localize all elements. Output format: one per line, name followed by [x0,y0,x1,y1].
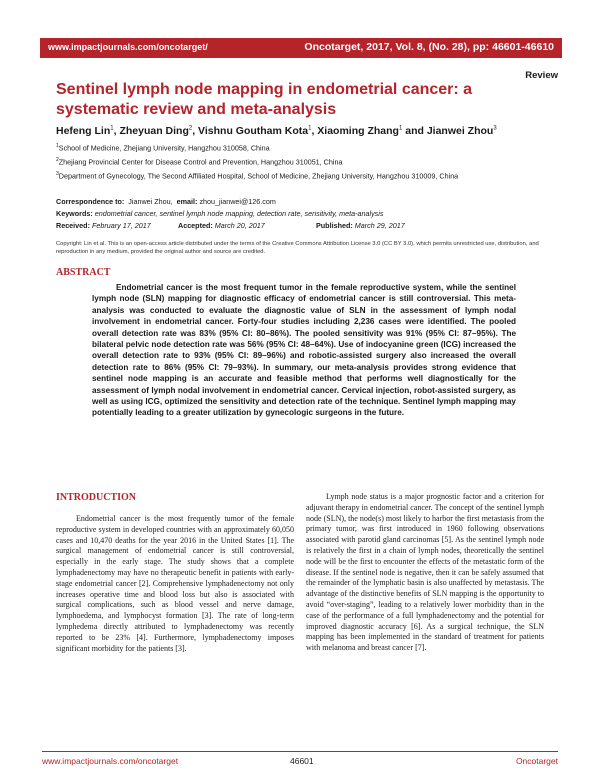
paragraph: Lymph node status is a major prognostic factor and a criterion for adjuvant therapy in endometrial cancer. The concept of the sentinel lymph node (SLN), the node(s) most likely to harbor the first metastasis from the primary tumor, was first introduced in 1960 following observations associated with parotid gland carcinomas [5]. As the sentinel lymph node is relatively the first in a chain of lymph nodes, theoretically the sentinel node will be the first to encounter the effects of the metastatic form of the disease. If the sentinel node is negative, then it can be safely assumed that the remainder of the lymphatic basin is also unaffected by metastasis. The advantage of the distinctive benefits of SLN mapping is the opportunity to avoid “over-staging”, leading to a relatively lower morbidity than in the case of the performance of a full lymphadenectomy and the potential for improved diagnostic accuracy [6]. As a surgical technique, the SLN mapping has been implemented in the standard of treatment for patients with melanoma and breast cancer [7]. [306,492,544,653]
page-number: 46601 [290,756,314,766]
affiliation: $^3$Department of Gynecology, The Second Affiliated Hospital, School of Medicine, Zhejiang University, Hangzhou 310009, China [56,171,459,181]
author: Xiaoming Zhang [317,125,399,137]
paragraph: Endometrial cancer is the most frequently tumor of the female reproductive system in developed countries with an approximately 60,050 cases and 10,470 deaths for the year 2016 in the United States [1]. The surgical management of endometrial cancer is still controversial, especially in the early stage. The study shows that a complete lymphadenectomy may have no therapeutic benefit in patients with early-stage endometrial cancer [2]. Comprehensive lymphadenectomy not only increases operative time and blood loss but also is associated with surgical complications, such as blood vessel and nerve damage, lymphoedema, and lymphocyst formation [3]. The rate of long-term lymphedema directly attributed to lymphadenectomy was recently reported to be 23% [4]. Furthermore, lymphadenectomy imposes significant morbidity for the patients [3]. [56,514,294,653]
affiliation: $^2$Zhejiang Provincial Center for Disease Control and Prevention, Hangzhou 310051, China [56,157,343,167]
dates: Received: February 17, 2017 Accepted: March 20, 2017 Published: March 29, 2017 [56,221,405,230]
affiliation: $^1$School of Medicine, Zhejiang University, Hangzhou 310058, China [56,143,270,153]
copyright-notice: Copyright: Lin et al. This is an open-access article distributed under the terms of the Creative Commons Attribution License 3.0 (CC BY 3.0), which permits unrestricted use, distribution, and reproduction in any medium, provided the original author and source are credited. [56,241,539,255]
footer-url[interactable]: www.impactjournals.com/oncotarget [42,756,179,766]
email-link[interactable]: zhou_jianwei@126.com [199,197,276,206]
citation: Oncotarget, 2017, Vol. 8, (No. 28), pp: 46601-46610 [304,41,554,53]
correspondence: Correspondence to: Jianwei Zhou, email: zhou_jianwei@126.com [56,197,276,206]
author: Jianwei Zhou [426,125,494,137]
header-bar [40,38,562,58]
article-type: Review [525,70,558,81]
keywords: Keywords: endometrial cancer, sentinel lymph node mapping, detection rate, sensitivity, meta-analysis [56,209,384,218]
intro-left-column [56,514,294,654]
journal-url[interactable]: www.impactjournals.com/oncotarget/ [48,42,208,52]
author: Hefeng Lin [56,125,111,137]
author: Zheyuan Ding [119,125,189,137]
introduction-heading: INTRODUCTION [56,492,137,503]
abstract-heading: ABSTRACT [56,267,111,278]
footer-rule [42,751,558,752]
footer-journal: Oncotarget [515,756,558,766]
author-list: Hefeng Lin$^1$, Zheyuan Ding$^2$, Vishnu Goutham Kota$^1$, Xiaoming Zhang$^1$ and Jianwei Zhou$^3$ [56,125,497,137]
abstract-text: Endometrial cancer is the most frequent tumor in the female reproductive system, while the sentinel lymph node (SLN) mapping for diagnostic efficacy of endometrial cancer is still controversial. This meta-analysis was conducted to evaluate the diagnostic value of SLN in the assessment of lymph nodal involvement in endometrial cancer. Forty-four studies including 2,236 cases were identified. The pooled overall detection rate was 83% (95% CI: 80–86%). The pooled sensitivity was 91% (95% CI: 87–95%). The bilateral pelvic node detection rate was 56% (95% CI: 48–64%). Use of indocyanine green (ICG) increased the overall detection rate to 93% (95% CI: 89–96%) and robotic-assisted surgery also increased the overall detection rate to 86% (95% CI: 79–93%). In summary, our meta-analysis provides strong evidence that sentinel node mapping is an accurate and feasible method that performs well diagnostically for the assessment of lymph nodal involvement in endometrial cancer. Cervical injection, robot-assisted surgery, as well as using ICG, optimized the sensitivity and detection rate of the technique. Sentinel lymph mapping may potentially leading to a greater utilization by gynecologic surgeons in the future. [92,283,516,418]
intro-right-column [306,492,544,654]
article-title: Sentinel lymph node mapping in endometrial cancer: a systematic review and meta-analysis [56,81,473,118]
author: Vishnu Goutham Kota [198,125,309,137]
